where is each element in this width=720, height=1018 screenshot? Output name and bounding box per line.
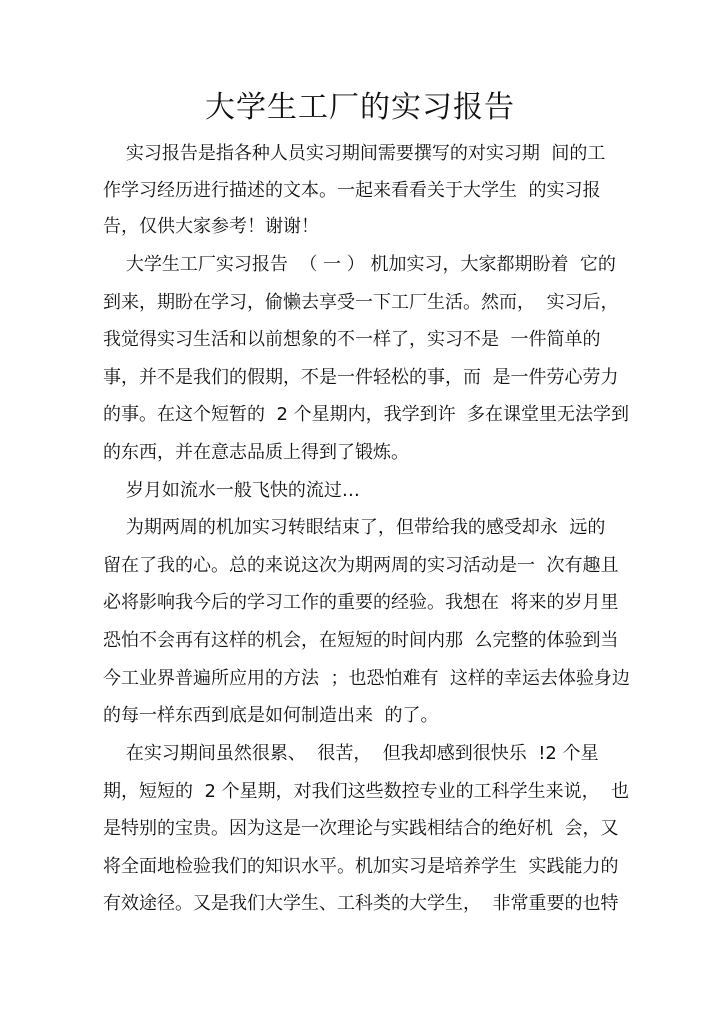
- body-line: 事，并不是我们的假期，不是一件轻松的事，而 是一件劳心劳力: [103, 367, 619, 388]
- body-line: 将全面地检验我们的知识水平。机加实习是培养学生 实践能力的: [103, 856, 619, 877]
- body-line: 到来，期盼在学习，偷懒去享受一下工厂生活。然而， 实习后，: [103, 292, 619, 313]
- body-line: 实习报告是指各种人员实习期间需要撰写的对实习期 间的工: [103, 143, 606, 164]
- body-line: 的东西，并在意志品质上得到了锻炼。: [103, 442, 409, 463]
- body-line: 岁月如流水一般飞快的流过…: [103, 480, 360, 501]
- body-line: 告，仅供大家参考！谢谢！: [103, 216, 319, 237]
- body-line: 恐怕不会再有这样的机会，在短短的时间内那 么完整的体验到当: [103, 630, 619, 651]
- document-title: 大学生工厂的实习报告: [205, 90, 515, 125]
- body-line: 有效途径。又是我们大学生、工科类的大学生， 非常重要的也特: [103, 893, 619, 914]
- body-line: 是特别的宝贵。因为这是一次理论与实践相结合的绝好机 会，又: [103, 818, 619, 839]
- body-line: 期，短短的 2 个星期，对我们这些数控专业的工科学生来说， 也: [103, 781, 630, 802]
- body-line: 作学习经历进行描述的文本。一起来看看关于大学生 的实习报: [103, 180, 601, 201]
- body-line: 为期两周的机加实习转眼结束了，但带给我的感受却永 远的: [103, 517, 606, 538]
- body-line: 在实习期间虽然很累、 很苦， 但我却感到很快乐 !2 个星: [103, 743, 599, 764]
- body-line: 留在了我的心。总的来说这次为期两周的实习活动是一 次有趣且: [103, 555, 619, 576]
- body-line: 必将影响我今后的学习工作的重要的经验。我想在 将来的岁月里: [103, 592, 619, 613]
- body-line: 的事。在这个短暂的 2 个星期内，我学到许 多在课堂里无法学到: [103, 404, 630, 425]
- body-line: 大学生工厂实习报告 （ 一 ） 机加实习，大家都期盼着 它的: [103, 254, 616, 275]
- body-line: 的每一样东西到底是如何制造出来 的了。: [103, 705, 439, 726]
- body-line: 我觉得实习生活和以前想象的不一样了，实习不是 一件简单的: [103, 329, 601, 350]
- body-line: 今工业界普遍所应用的方法 ；也恐怕难有 这样的幸运去体验身边: [103, 668, 630, 689]
